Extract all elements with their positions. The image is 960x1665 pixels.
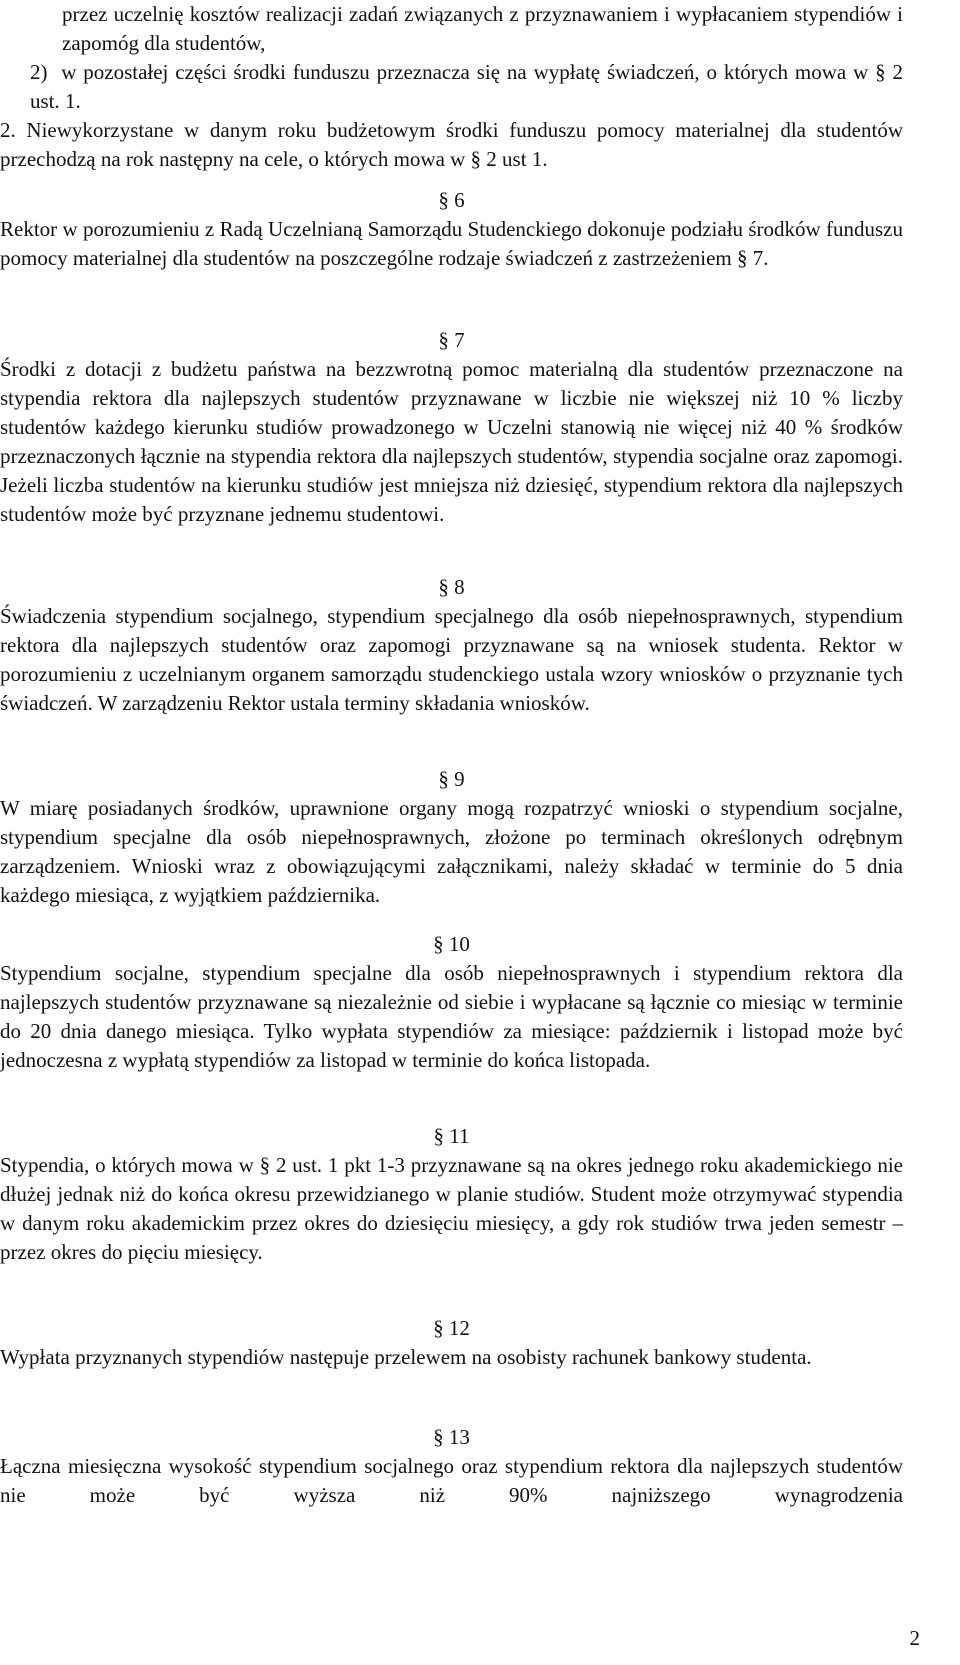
- section-heading: § 8: [438, 575, 465, 599]
- intro-continuation: przez uczelnię kosztów realizacji zadań związanych z przyznawaniem i wypłacaniem stypendiów i zapomóg dla studentów,: [62, 2, 903, 55]
- section-text: W miarę posiadanych środków, uprawnione organy mogą rozpatrzyć wnioski o stypendium socjalne, stypendium specjalne dla osób niepełnosprawnych, złożone po terminach określonych odrębnym zarządzeniem. Wnioski wraz z obowiązującymi załącznikami, należy składać w terminie do 5 dnia każdego miesiąca, z wyjątkiem października.: [0, 796, 903, 907]
- section-12: [0, 1314, 903, 1372]
- section-heading: § 7: [438, 328, 465, 352]
- intro-paragraph-2: 2. Niewykorzystane w danym roku budżetowym środki funduszu pomocy materialnej dla studentów przechodzą na rok następny na cele, o których mowa w § 2 ust 1.: [0, 118, 903, 171]
- section-text: Świadczenia stypendium socjalnego, stypendium specjalnego dla osób niepełnosprawnych, stypendium rektora dla najlepszych studentów oraz zapomogi przyznawane są na wniosek studenta. Rektor w porozumieniu z uczelnianym organem samorządu studenckiego ustala wzory wniosków o przyznanie tych świadczeń. W zarządzeniu Rektor ustala terminy składania wniosków.: [0, 604, 903, 715]
- section-7: [0, 326, 903, 529]
- section-heading: § 9: [438, 767, 465, 791]
- section-heading: § 11: [433, 1124, 470, 1148]
- section-heading: § 10: [433, 932, 470, 956]
- section-text: Rektor w porozumieniu z Radą Uczelnianą Samorządu Studenckiego dokonuje podziału środków funduszu pomocy materialnej dla studentów na poszczególne rodzaje świadczeń z zastrzeżeniem § 7.: [0, 217, 903, 270]
- intro-block: [0, 0, 903, 174]
- section-11: [0, 1122, 903, 1267]
- section-text: Środki z dotacji z budżetu państwa na bezzwrotną pomoc materialną dla studentów przeznaczone na stypendia rektora dla najlepszych studentów przyznawane w liczbie nie większej niż 10 % liczby studentów każdego kierunku studiów prowadzonego w Uczelni stanowią nie więcej niż 40 % środków przeznaczonych łącznie na stypendia rektora dla najlepszych studentów, stypendia socjalne oraz zapomogi. Jeżeli liczba studentów na kierunku studiów jest mniejsza niż dziesięć, stypendium rektora dla najlepszych studentów może być przyznane jednemu studentowi.: [0, 357, 903, 526]
- section-6: [0, 186, 903, 273]
- section-heading: § 13: [433, 1425, 470, 1449]
- page-number: 2: [909, 1626, 920, 1650]
- section-10: [0, 930, 903, 1075]
- section-heading: § 12: [433, 1316, 470, 1340]
- intro-item-2: 2) w pozostałej części środki funduszu przeznacza się na wypłatę świadczeń, o których mowa w § 2 ust. 1.: [30, 60, 903, 113]
- section-8: [0, 573, 903, 718]
- section-text: Wypłata przyznanych stypendiów następuje przelewem na osobisty rachunek bankowy studenta.: [0, 1345, 812, 1369]
- section-text: Łączna miesięczna wysokość stypendium socjalnego oraz stypendium rektora dla najlepszych studentów nie może być wyższa niż 90% najniższego wynagrodzenia: [0, 1454, 903, 1507]
- section-text: Stypendium socjalne, stypendium specjalne dla osób niepełnosprawnych i stypendium rektora dla najlepszych studentów przyznawane są niezależnie od siebie i wypłacane są łącznie co miesiąc w terminie do 20 dnia danego miesiąca. Tylko wypłata stypendiów za miesiące: październik i listopad może być jednoczesna z wypłatą stypendiów za listopad w terminie do końca listopada.: [0, 961, 903, 1072]
- section-13: [0, 1423, 903, 1510]
- section-text: Stypendia, o których mowa w § 2 ust. 1 pkt 1-3 przyznawane są na okres jednego roku akademickiego nie dłużej jednak niż do końca okresu przewidzianego w planie studiów. Student może otrzymywać stypendia w danym roku akademickim przez okres do dziesięciu miesięcy, a gdy rok studiów trwa jeden semestr – przez okres do pięciu miesięcy.: [0, 1153, 903, 1264]
- section-heading: § 6: [438, 188, 465, 212]
- section-9: [0, 765, 903, 910]
